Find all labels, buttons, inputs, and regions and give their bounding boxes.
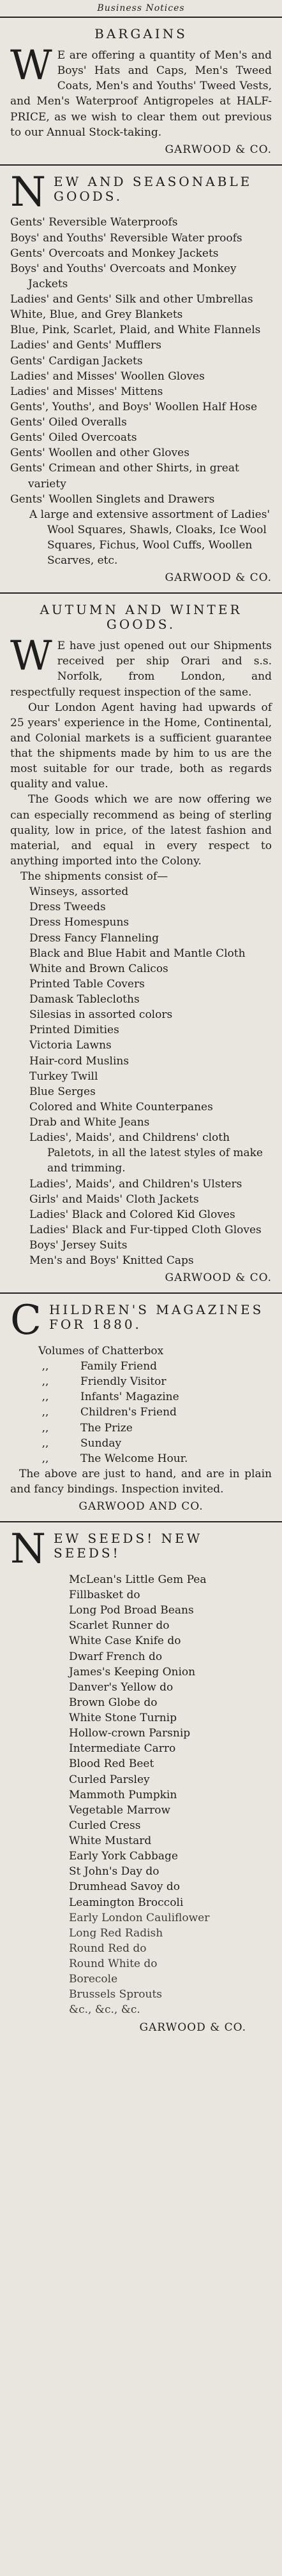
seeds-dropcap: N <box>10 1526 48 1573</box>
list-item: Colored and White Counterpanes <box>29 1100 213 1113</box>
list-item: Girls' and Maids' Cloth Jackets <box>29 1192 199 1206</box>
ditto-mark: ,, <box>41 1360 49 1373</box>
list-item: Ladies', Maids', and Children's Ulsters <box>29 1177 242 1191</box>
list-item: A large and extensive assortment of Ladies' Wool Squares, Shawls, Cloaks, Ice Wool Squares, Fichus, Wool Cuffs, Woollen Scarves, etc. <box>29 508 271 568</box>
advert-seasonable <box>0 166 282 594</box>
list-item: White Mustard <box>69 1835 152 1848</box>
list-item: Long Red Radish <box>69 1926 163 1940</box>
list-item: Blue, Pink, Scarlet, Plaid, and White Flannels <box>10 324 261 337</box>
list-item: Ladies' and Gents' Mufflers <box>10 339 161 352</box>
seasonable-dropcap: N <box>10 168 48 216</box>
list-item: White, Blue, and Grey Blankets <box>10 308 183 322</box>
list-item: Gents' Cardigan Jackets <box>10 354 143 368</box>
ditto-mark: ,, <box>41 1391 49 1404</box>
list-item: Ladies' and Misses' Woollen Gloves <box>10 369 205 383</box>
list-item: Round Red do <box>69 1942 147 1955</box>
section-header: Business Notices <box>0 0 282 18</box>
ditto-mark: ,, <box>41 1421 49 1435</box>
list-item: Drumhead Savoy do <box>69 1880 181 1894</box>
list-item: Ladies' and Gents' Silk and other Umbrellas <box>10 293 253 306</box>
list-item: Curled Parsley <box>69 1773 150 1786</box>
bargains-title: BARGAINS <box>94 26 188 41</box>
list-item: Long Pod Broad Beans <box>69 1604 194 1617</box>
list-item: Black and Blue Habit and Mantle Cloth <box>29 947 246 960</box>
list-item: Brussels Sprouts <box>69 1988 163 2001</box>
magazines-text: The above are just to hand, and are in plain and fancy bindings. Inspection invited. <box>10 1467 272 1496</box>
list-item: Ladies', Maids', and Childrens' cloth Paletots, in all the latest styles of make and trimming. <box>29 1131 263 1175</box>
ditto-mark: ,, <box>41 1436 49 1450</box>
list-item: Winseys, assorted <box>29 885 129 899</box>
magazine-item <box>10 1359 272 1374</box>
ditto-mark: ,, <box>41 1406 49 1419</box>
autumn-text-2: Our London Agent having had upwards of 25 years' experience in the Home, Continental, and Colonial markets is a sufficient guarantee that the shipments made by him to us are the most suitable for our trade, both as regards quality and value. <box>10 701 272 791</box>
list-item: Gents' Crimean and other Shirts, in great variety <box>10 462 239 490</box>
list-item: Gents' Woollen Singlets and Drawers <box>10 492 215 506</box>
magazines-list <box>10 1359 272 1466</box>
magazine-title: Children's Friend <box>80 1406 177 1419</box>
list-item: Printed Dimities <box>29 1024 119 1037</box>
autumn-body-1 <box>10 633 272 700</box>
list-item: Early York Cabbage <box>69 1850 178 1863</box>
magazines-title: HILDREN'S MAGAZINES FOR 1880. <box>48 1302 264 1333</box>
list-item: Borecole <box>69 1973 118 1986</box>
list-item: McLean's Little Gem Pea <box>69 1573 207 1586</box>
bargains-dropcap: W <box>10 42 52 89</box>
magazine-title: Infants' Magazine <box>80 1391 179 1404</box>
autumn-text-1: E have just opened out our Shipments received per ship Orari and s.s. Norfolk, from London, and respectfully request inspection of the same. <box>10 640 272 699</box>
list-item: Blue Serges <box>29 1085 96 1098</box>
list-item: Gents' Oiled Overcoats <box>10 431 137 445</box>
advert-bargains <box>0 18 282 166</box>
list-item: Intermediate Carro <box>69 1742 176 1756</box>
autumn-list <box>10 884 272 1268</box>
list-item: Hair-cord Muslins <box>29 1054 130 1068</box>
seasonable-title: EW AND SEASONABLE GOODS. <box>54 173 253 204</box>
list-item: &c., &c., &c. <box>69 2003 140 2017</box>
autumn-text-3: The Goods which we are now offering we can especially recommend as being of sterling quality, low in price, of the latest fashion and material, and equal in every respect to anything imported into the Colony. <box>10 793 272 868</box>
magazine-title: Friendly Visitor <box>80 1375 167 1389</box>
magazine-item <box>10 1405 272 1420</box>
list-item: Vegetable Marrow <box>69 1803 171 1817</box>
autumn-list-intro: The shipments consist of— <box>20 870 168 883</box>
list-item: Boys' and Youths' Overcoats and Monkey Jackets <box>10 262 237 290</box>
list-item: Blood Red Beet <box>69 1757 154 1771</box>
list-item: Gents' Reversible Waterproofs <box>10 216 178 229</box>
list-item: Printed Table Covers <box>29 977 145 991</box>
list-item: Gents' Woollen and other Gloves <box>10 447 189 460</box>
list-item: Turkey Twill <box>29 1070 98 1083</box>
list-item: Ladies' Black and Colored Kid Gloves <box>29 1208 235 1221</box>
list-item: Damask Tablecloths <box>29 993 140 1006</box>
advert-magazines <box>0 1294 282 1522</box>
bargains-signature: GARWOOD & CO. <box>165 143 272 156</box>
seasonable-closing <box>10 507 272 569</box>
list-item: Dress Fancy Flanneling <box>29 931 159 945</box>
list-item: Leamington Broccoli <box>69 1896 184 1909</box>
bargains-text: E are offering a quantity of Men's and Boys' Hats and Caps, Men's Tweed Coats, Men's and Youths' Tweed Vests, and Men's Waterproof Antigropeles at HALF-PRICE, as we wish to clear them out previous to our Annual Stock-taking. <box>10 49 272 139</box>
list-item: Victoria Lawns <box>29 1039 112 1052</box>
list-item: Men's and Boys' Knitted Caps <box>29 1254 194 1268</box>
seeds-signature: GARWOOD & CO. <box>139 2021 246 2034</box>
magazine-title: The Prize <box>80 1421 133 1435</box>
magazine-title: Sunday <box>80 1436 122 1450</box>
list-item: Brown Globe do <box>69 1696 158 1709</box>
magazines-signature: GARWOOD AND CO. <box>78 1500 204 1513</box>
autumn-dropcap: W <box>10 633 52 680</box>
list-item: Drab and White Jeans <box>29 1116 150 1129</box>
autumn-signature: GARWOOD & CO. <box>165 1271 272 1285</box>
magazine-item <box>10 1420 272 1436</box>
list-item: Ladies' and Misses' Mittens <box>10 385 163 398</box>
magazines-intro: Volumes of Chatterbox <box>38 1344 164 1357</box>
list-item: Dress Tweeds <box>29 901 106 914</box>
ditto-mark: ,, <box>41 1375 49 1389</box>
list-item: Danver's Yellow do <box>69 1680 174 1694</box>
autumn-title: AUTUMN AND WINTER GOODS. <box>40 602 242 633</box>
list-item: Ladies' Black and Fur-tipped Cloth Gloves <box>29 1223 262 1236</box>
list-item: Dress Homespuns <box>29 916 130 929</box>
magazine-title: Family Friend <box>80 1360 158 1373</box>
bargains-body <box>10 42 272 140</box>
list-item: Boys' and Youths' Reversible Water proofs <box>10 231 242 245</box>
magazine-item <box>10 1374 272 1389</box>
seasonable-list <box>10 215 272 506</box>
list-item: Round White do <box>69 1957 158 1971</box>
advert-seeds <box>0 1522 282 2042</box>
list-item: Gents', Youths', and Boys' Woollen Half Hose <box>10 400 258 413</box>
list-item: White Stone Turnip <box>69 1712 177 1725</box>
list-item: White Case Knife do <box>69 1635 181 1648</box>
magazine-item <box>10 1451 272 1466</box>
seeds-list <box>10 1572 272 2018</box>
list-item: Gents' Overcoats and Monkey Jackets <box>10 247 219 260</box>
advert-autumn <box>0 594 282 1294</box>
list-item: Early London Cauliflower <box>69 1911 210 1924</box>
magazine-title: The Welcome Hour. <box>80 1452 188 1465</box>
ditto-mark: ,, <box>41 1452 49 1465</box>
magazine-item <box>10 1389 272 1405</box>
list-item: Hollow-crown Parsnip <box>69 1727 191 1740</box>
list-item: Gents' Oiled Overalls <box>10 416 127 429</box>
list-item: Mammoth Pumpkin <box>69 1788 177 1801</box>
list-item: Scarlet Runner do <box>69 1619 170 1633</box>
seasonable-signature: GARWOOD & CO. <box>165 571 272 585</box>
seeds-title: EW SEEDS! NEW SEEDS! <box>54 1531 203 1561</box>
magazine-item <box>10 1436 272 1451</box>
list-item: Silesias in assorted colors <box>29 1008 173 1022</box>
seeds-heading <box>10 1526 272 1573</box>
seasonable-heading <box>10 168 272 216</box>
magazines-dropcap: C <box>10 1297 44 1345</box>
list-item: Curled Cress <box>69 1819 141 1832</box>
list-item: Boys' Jersey Suits <box>29 1239 128 1252</box>
list-item: White and Brown Calicos <box>29 962 168 975</box>
list-item: Dwarf French do <box>69 1650 163 1663</box>
list-item: Fillbasket do <box>69 1589 140 1602</box>
list-item: St John's Day do <box>69 1865 160 1878</box>
magazines-heading <box>10 1297 272 1345</box>
list-item: James's Keeping Onion <box>69 1665 196 1678</box>
